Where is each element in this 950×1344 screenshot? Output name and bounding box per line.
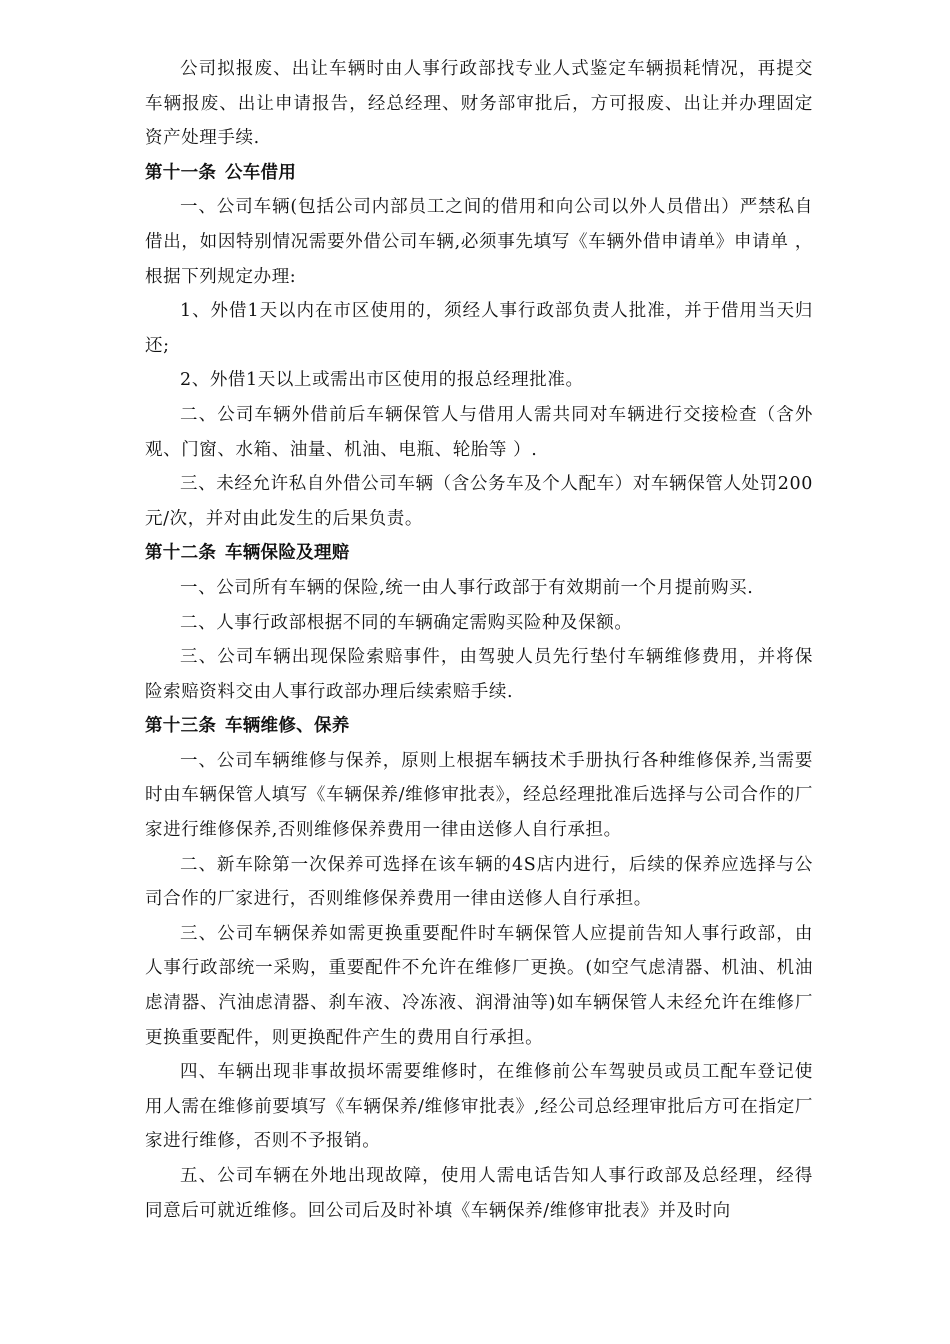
document-page (145, 52, 813, 1228)
article-12-paragraph: 二、人事行政部根据不同的车辆确定需购买险种及保额。 (180, 612, 633, 633)
article-13-title: 车辆维修、保养 (224, 716, 350, 737)
article-11-paragraph: 一、公司车辆(包括公司内部员工之间的借用和向公司以外人员借出）严禁私自借出，如因特别情况需要外借公司车辆,必须事先填写《车辆外借申请单》申请单 ，根据下列规定办理: (145, 197, 813, 287)
article-13-paragraph: 三、公司车辆保养如需更换重要配件时车辆保管人应提前告知人事行政部，由人事行政部统一采购，重要配件不允许在维修厂更换。(如空气虑清器、机油、机油虑清器、汽油虑清器、刹车液、冷冻液、润滑油等)如车辆保管人未经允许在维修厂更换重要配件，则更换配件产生的费用自行承担。 (145, 923, 813, 1048)
article-11-paragraph: 二、公司车辆外借前后车辆保管人与借用人需共同对车辆进行交接检查（含外观、门窗、水箱、油量、机油、电瓶、轮胎等 ）. (145, 404, 813, 460)
article-11-title: 公车借用 (224, 162, 297, 183)
article-11-paragraph: 2、外借1天以上或需出市区使用的报总经理批准。 (180, 370, 584, 391)
article-12-number: 第十二条 (145, 543, 217, 564)
article-11-number: 第十一条 (145, 162, 217, 183)
article-13-number: 第十三条 (145, 716, 217, 737)
article-13-heading (145, 709, 813, 744)
article-12-heading (145, 536, 813, 571)
article-11-paragraph: 三、未经允许私自外借公司车辆（含公务车及个人配车）对车辆保管人处罚200元/次，并对由此发生的后果负责。 (145, 474, 813, 529)
article-12-paragraph: 一、公司所有车辆的保险,统一由人事行政部于有效期前一个月提前购买. (180, 577, 754, 598)
article-13-paragraph: 四、车辆出现非事故损坏需要维修时，在维修前公车驾驶员或员工配车登记使用人需在维修前要填写《车辆保养/维修审批表》,经公司总经理审批后方可在指定厂家进行维修，否则不予报销。 (145, 1062, 813, 1152)
article-11-paragraph: 1、外借1天以内在市区使用的，须经人事行政部负责人批准，并于借用当天归还; (145, 301, 813, 356)
article-13-paragraph: 二、新车除第一次保养可选择在该车辆的4S店内进行，后续的保养应选择与公司合作的厂家进行，否则维修保养费用一律由送修人自行承担。 (145, 854, 813, 910)
article-13-paragraph: 一、公司车辆维修与保养，原则上根据车辆技术手册执行各种维修保养,当需要时由车辆保管人填写《车辆保养/维修审批表》，经总经理批准后选择与公司合作的厂家进行维修保养,否则维修保养费用一律由送修人自行承担。 (145, 750, 813, 841)
article-13-paragraph: 五、公司车辆在外地出现故障，使用人需电话告知人事行政部及总经理，经得同意后可就近维修。回公司后及时补填《车辆保养/维修审批表》并及时向 (145, 1166, 813, 1221)
article-12-title: 车辆保险及理赔 (224, 543, 350, 564)
intro-paragraph: 公司拟报废、出让车辆时由人事行政部找专业人式鉴定车辆损耗情况，再提交车辆报废、出让申请报告，经总经理、财务部审批后，方可报废、出让并办理固定资产处理手续. (145, 59, 813, 149)
article-11-heading (145, 156, 813, 191)
article-12-paragraph: 三、公司车辆出现保险索赔事件，由驾驶人员先行垫付车辆维修费用，并将保险索赔资料交由人事行政部办理后续索赔手续. (145, 647, 813, 702)
